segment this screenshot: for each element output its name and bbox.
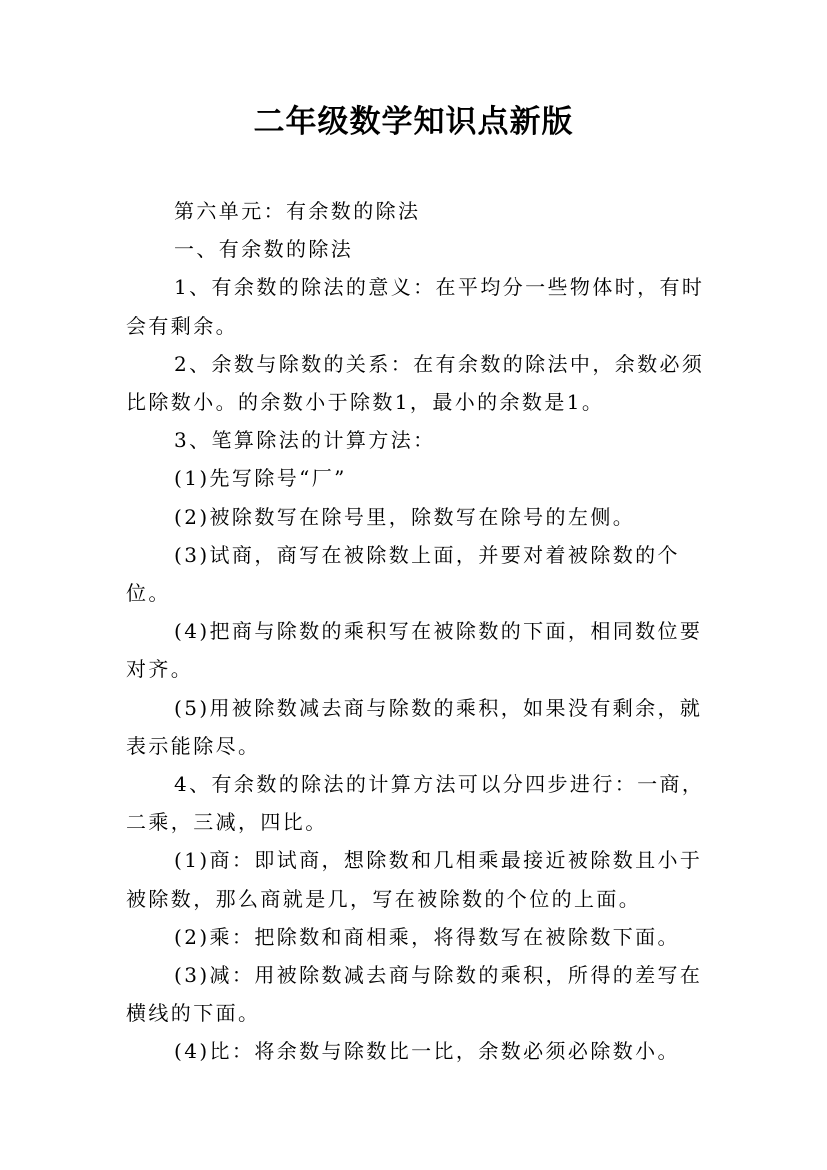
paragraph <box>126 421 716 459</box>
paragraph <box>126 345 716 421</box>
text-line: (3)减：用被除数减去商与除数的乘积，所得的差写在 <box>174 963 703 988</box>
text-line: (5)用被除数减去商与除数的乘积，如果没有剩余，就 <box>174 695 703 720</box>
text-line: 横线的下面。 <box>126 1001 261 1026</box>
paragraph <box>126 612 716 688</box>
document-body <box>126 192 716 1071</box>
paragraph <box>126 459 716 497</box>
text-line: (2)被除数写在除号里，除数写在除号的左侧。 <box>174 504 636 529</box>
text-line: (4)把商与除数的乘积写在被除数的下面，相同数位要 <box>174 619 703 644</box>
paragraph <box>126 918 716 956</box>
paragraph <box>126 268 716 344</box>
paragraph <box>126 230 716 268</box>
text-line: (1)商：即试商，想除数和几相乘最接近被除数且小于 <box>174 848 703 873</box>
text-line: 2、余数与除数的关系：在有余数的除法中，余数必须 <box>174 351 705 376</box>
paragraph <box>126 689 716 765</box>
text-line: 被除数，那么商就是几，写在被除数的个位的上面。 <box>126 886 642 911</box>
text-line: 对齐。 <box>126 657 194 682</box>
text-line: 比除数小。的余数小于除数1，最小的余数是1。 <box>126 390 605 415</box>
text-line: 会有剩余。 <box>126 313 238 338</box>
text-line: (3)试商，商写在被除数上面，并要对着被除数的个位。 <box>126 542 680 606</box>
paragraph <box>126 192 716 230</box>
paragraph <box>126 841 716 917</box>
text-line: 3、笔算除法的计算方法： <box>174 428 436 453</box>
text-line: 二乘，三减，四比。 <box>126 810 328 835</box>
paragraph <box>126 956 716 1032</box>
text-line: (4)比：将余数与除数比一比，余数必须必除数小。 <box>174 1039 680 1064</box>
text-line: 4、有余数的除法的计算方法可以分四步进行：一商， <box>174 772 705 797</box>
text-line: 一、有余数的除法 <box>174 237 354 262</box>
text-line: (1)先写除号“厂” <box>174 466 347 491</box>
paragraph <box>126 498 716 536</box>
paragraph <box>126 1032 716 1070</box>
text-line: 表示能除尽。 <box>126 733 261 758</box>
text-line: 1、有余数的除法的意义：在平均分一些物体时，有时 <box>174 275 705 300</box>
paragraph <box>126 536 716 612</box>
document-title: 二年级数学知识点新版 <box>253 104 574 140</box>
paragraph <box>126 765 716 841</box>
text-line: (2)乘：把除数和商相乘，将得数写在被除数下面。 <box>174 924 680 949</box>
text-line: 第六单元：有余数的除法 <box>174 199 421 223</box>
